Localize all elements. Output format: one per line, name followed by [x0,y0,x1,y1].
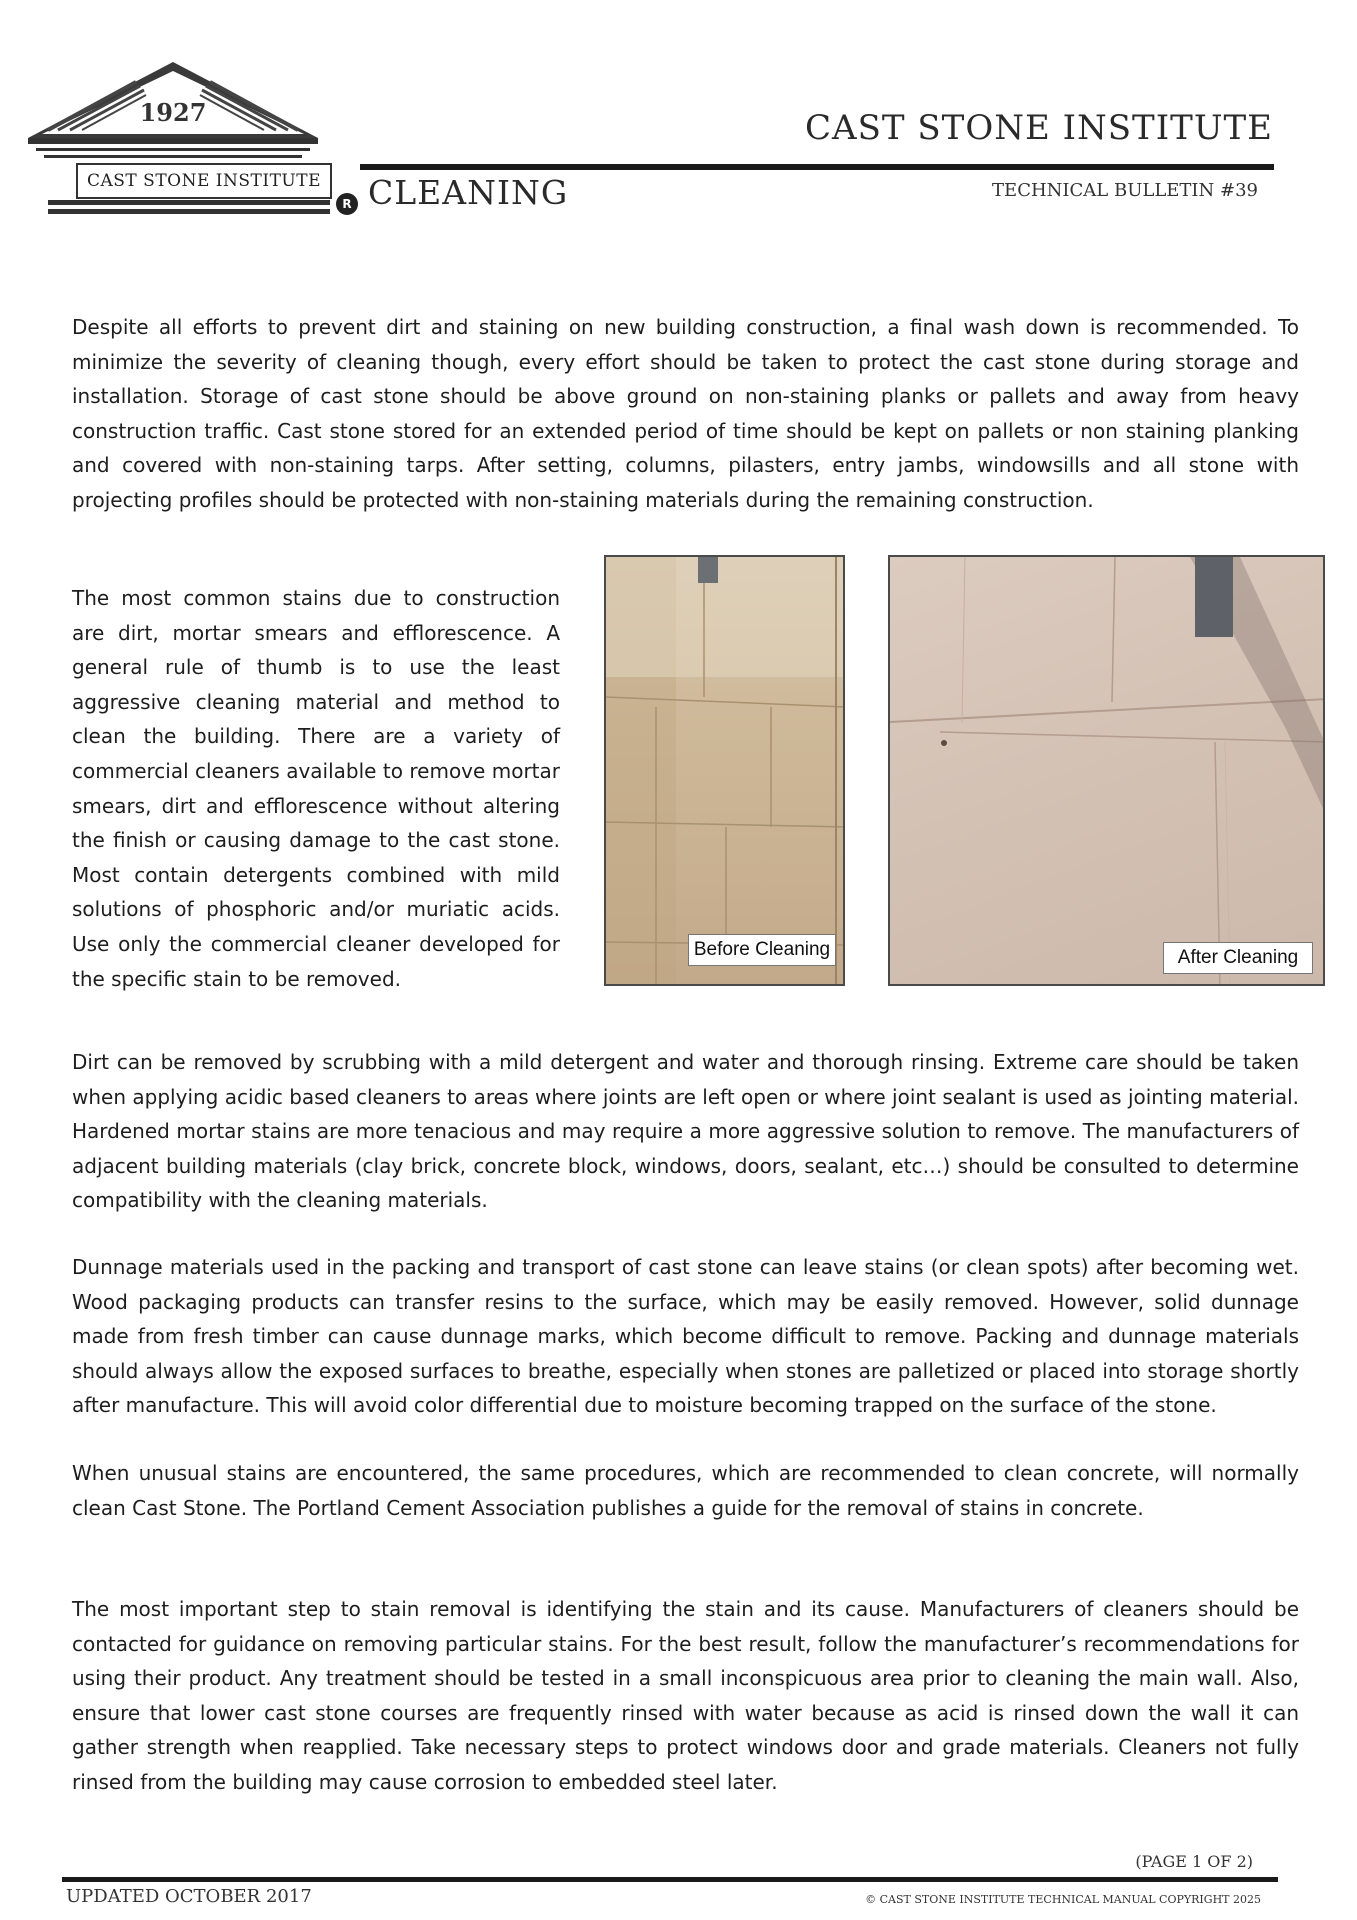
stone-wall-after-illustration [890,557,1325,986]
logo-name-plate: CAST STONE INSTITUTE [76,163,332,199]
stone-wall-before-illustration [606,557,845,986]
organization-name: CAST STONE INSTITUTE [805,108,1273,148]
paragraph-common-stains: The most common stains due to construction are dirt, mortar smears and efflorescence. A general rule of thumb is to use the least aggressive cleaning material and method to clean the building. There are a variety of commercial cleaners available to remove mortar smears, dirt and efflorescence without altering the finish or causing damage to the cast stone. Most contain detergents combined with mild solutions of phosphoric and/or muriatic acids. Use only the commercial cleaner developed for the specific stain to be removed. [72,586,560,991]
document-title: CLEANING [368,173,569,212]
paragraph-dunnage: Dunnage materials used in the packing and transport of cast stone can leave stains (or clean spots) after becoming wet. Wood packaging products can transfer resins to the surface, which may be easily removed. However, solid dunnage made from fresh timber can cause dunnage marks, which become difficult to remove. Packing and dunnage materials should always allow the exposed surfaces to breathe, especially when stones are palletized or placed into storage shortly after manufacture. This will avoid color differential due to moisture becoming trapped on the surface of the stone. [72,1255,1299,1418]
logo-year: 1927 [139,98,207,127]
registered-mark-icon: R [336,193,358,215]
bulletin-number: TECHNICAL BULLETIN #39 [992,180,1258,201]
after-cleaning-caption: After Cleaning [1163,942,1313,974]
cast-stone-institute-logo [28,62,358,222]
paragraph-storage-protection: Despite all efforts to prevent dirt and staining on new building construction, a final wash down is recommended. To minimize the severity of cleaning though, every effort should be taken to protect the cast stone during storage and installation. Storage of cast stone should be above ground on non-staining planks or pallets and away from heavy construction traffic. Cast stone stored for an extended period of time should be kept on pallets or non staining planking and covered with non-staining tarps. After setting, columns, pilasters, entry jambs, windowsills and all stone with projecting profiles should be protected with non-staining materials during the remaining construction. [72,315,1299,512]
paragraph-dirt-removal: Dirt can be removed by scrubbing with a mild detergent and water and thorough rinsing. Extreme care should be taken when applying acidic based cleaners to areas where joints are left open or where joint sealant is used as jointing material. Hardened mortar stains are more tenacious and may require a more aggressive solution to remove. The manufacturers of adjacent building materials (clay brick, concrete block, windows, doors, sealant, etc…) should be consulted to determine compatibility with the cleaning materials. [72,1050,1299,1213]
before-cleaning-photo [604,555,845,986]
before-cleaning-caption: Before Cleaning [688,934,836,966]
after-cleaning-photo [888,555,1325,986]
header-rule [360,164,1274,170]
paragraph-unusual-stains: When unusual stains are encountered, the same procedures, which are recommended to clean concrete, will normally clean Cast Stone. The Portland Cement Association publishes a guide for the removal of stains in concrete. [72,1461,1299,1520]
footer-rule [62,1877,1278,1882]
updated-date: UPDATED OCTOBER 2017 [66,1886,312,1907]
paragraph-stain-removal-steps: The most important step to stain removal is identifying the stain and its cause. Manufacturers of cleaners should be contacted for guidance on removing particular stains. For the best result, follow the manufacturer’s recommendations for using their product. Any treatment should be tested in a small inconspicuous area prior to cleaning the main wall. Also, ensure that lower cast stone courses are frequently rinsed with water because as acid is rinsed down the wall it can gather strength when reapplied. Take necessary steps to protect windows door and grade materials. Cleaners not fully rinsed from the building may cause corrosion to embedded steel later. [72,1597,1299,1794]
page-number: (PAGE 1 OF 2) [1135,1852,1253,1871]
copyright-notice: © CAST STONE INSTITUTE TECHNICAL MANUAL COPYRIGHT 2025 [865,1893,1261,1906]
